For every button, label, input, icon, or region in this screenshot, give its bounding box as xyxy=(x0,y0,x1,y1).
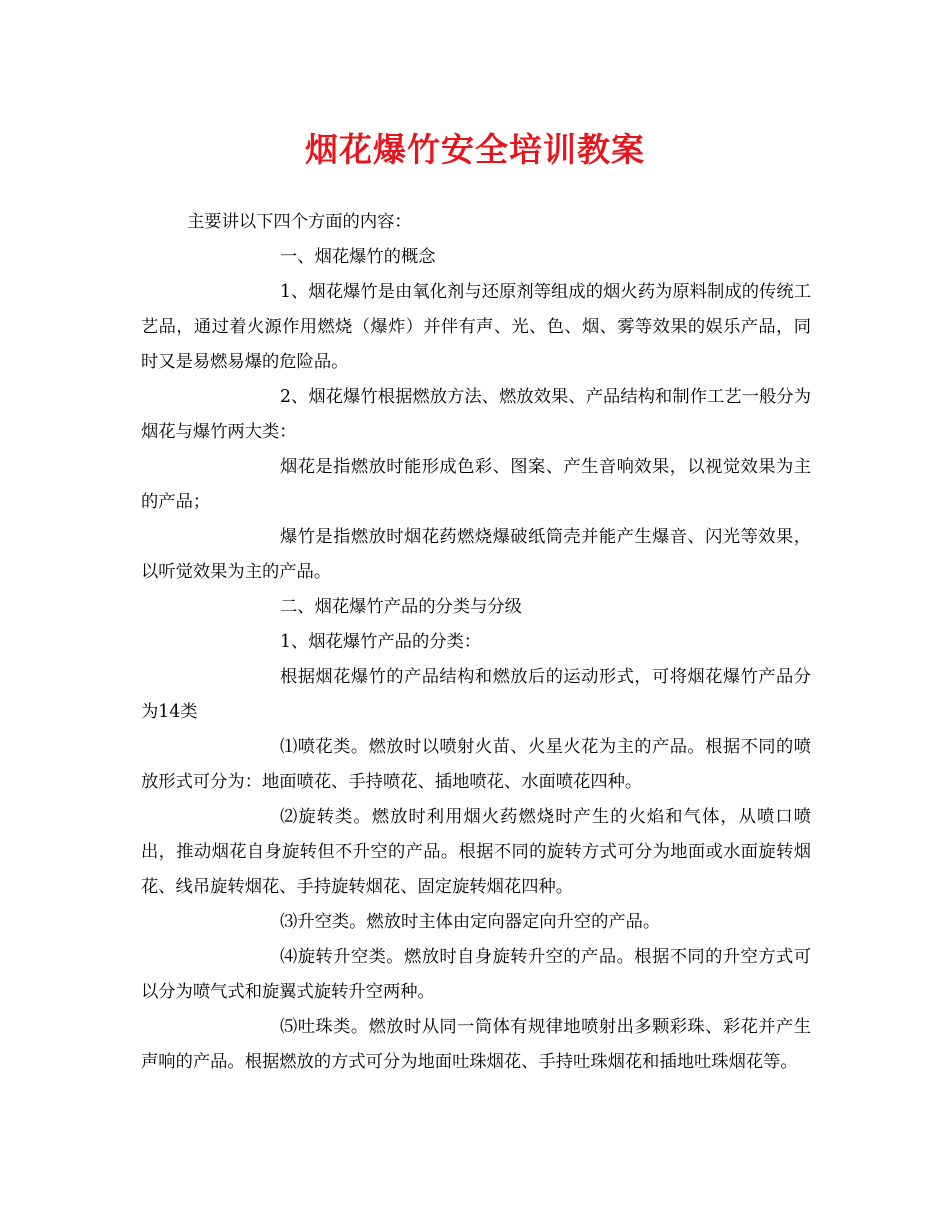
document-title: 烟花爆竹安全培训教案 xyxy=(305,130,645,169)
paragraph: 2、烟花爆竹根据燃放方法、燃放效果、产品结构和制作工艺一般分为烟花与爆竹两大类： xyxy=(141,387,811,442)
list-item: ⑷旋转升空类。燃放时自身旋转升空的产品。根据不同的升空方式可以分为喷气式和旋翼式旋转升空两种。 xyxy=(141,947,811,1002)
intro-paragraph: 主要讲以下四个方面的内容： xyxy=(187,212,412,232)
section-heading-2: 二、烟花爆竹产品的分类与分级 xyxy=(280,597,522,617)
document-body xyxy=(141,205,811,1080)
paragraph: 烟花是指燃放时能形成色彩、图案、产生音响效果，以视觉效果为主的产品； xyxy=(141,457,811,512)
paragraph: 1、烟花爆竹是由氧化剂与还原剂等组成的烟火药为原料制成的传统工艺品，通过着火源作用燃烧（爆炸）并伴有声、光、色、烟、雾等效果的娱乐产品，同时又是易燃易爆的危险品。 xyxy=(141,282,811,372)
list-item: ⑵旋转类。燃放时利用烟火药燃烧时产生的火焰和气体，从喷口喷出，推动烟花自身旋转但不升空的产品。根据不同的旋转方式可分为地面或水面旋转烟花、线吊旋转烟花、手持旋转烟花、固定旋转烟花四种。 xyxy=(141,807,811,897)
paragraph: 根据烟花爆竹的产品结构和燃放后的运动形式，可将烟花爆竹产品分为14类 xyxy=(141,667,811,722)
paragraph: 爆竹是指燃放时烟花药燃烧爆破纸筒壳并能产生爆音、闪光等效果，以听觉效果为主的产品。 xyxy=(141,527,811,582)
list-item: ⑶升空类。燃放时主体由定向器定向升空的产品。 xyxy=(280,912,661,932)
subsection-heading: 1、烟花爆竹产品的分类： xyxy=(280,632,482,652)
section-heading-1: 一、烟花爆竹的概念 xyxy=(280,247,436,267)
list-item: ⑸吐珠类。燃放时从同一筒体有规律地喷射出多颗彩珠、彩花并产生声响的产品。根据燃放的方式可分为地面吐珠烟花、手持吐珠烟花和插地吐珠烟花等。 xyxy=(141,1017,811,1072)
list-item: ⑴喷花类。燃放时以喷射火苗、火星火花为主的产品。根据不同的喷放形式可分为：地面喷花、手持喷花、插地喷花、水面喷花四种。 xyxy=(141,737,811,792)
